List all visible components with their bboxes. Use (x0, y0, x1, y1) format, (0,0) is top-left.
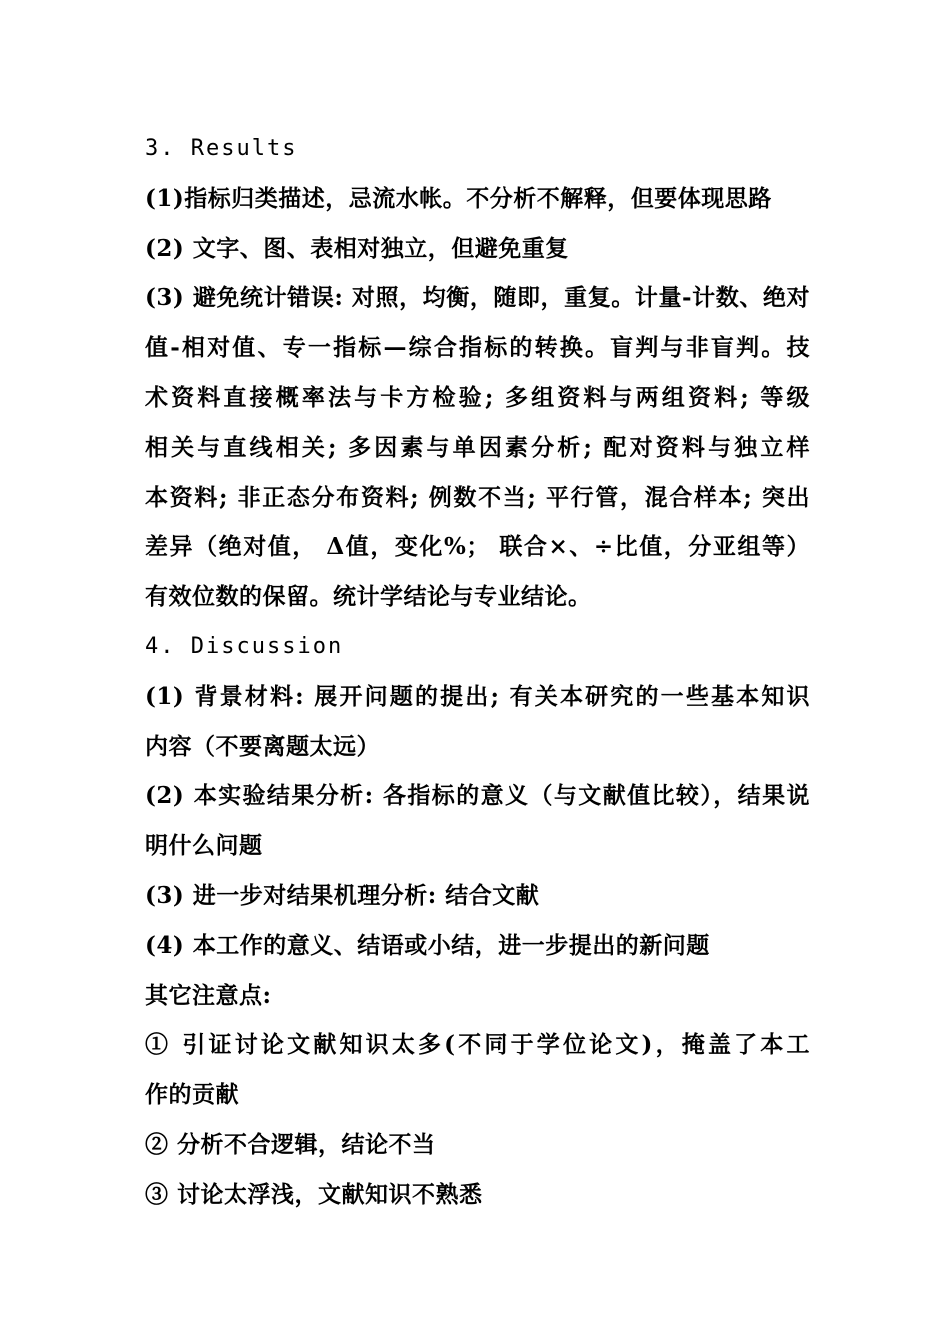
discussion-item-2-line-2: 明什么问题 (145, 832, 263, 860)
discussion-item-1-line-2: 内容（不要离题太远） (145, 732, 380, 760)
other-note-3: ③ 讨论太浮浅，文献知识不熟悉 (145, 1180, 483, 1208)
results-item-3-line-2: 值-相对值、专一指标—综合指标的转换。盲判与非盲判。技 (145, 334, 810, 362)
other-notes-heading: 其它注意点: (145, 981, 272, 1009)
other-note-1-line-1: ① 引证讨论文献知识太多(不同于学位论文)，掩盖了本工 (145, 1031, 810, 1059)
discussion-item-3: (3) 进一步对结果机理分析: 结合文献 (145, 881, 540, 909)
results-item-3-line-7: 有效位数的保留。统计学结论与专业结论。 (145, 583, 592, 611)
discussion-heading: 4. Discussion (145, 633, 344, 659)
results-item-1: (1)指标归类描述，忌流水帐。不分析不解释，但要体现思路 (145, 184, 772, 212)
other-note-2: ② 分析不合逻辑，结论不当 (145, 1130, 436, 1158)
discussion-item-1-line-1: (1) 背景材料: 展开问题的提出; 有关本研究的一些基本知识 (145, 682, 810, 710)
results-heading: 3. Results (145, 136, 298, 161)
results-item-3-line-5: 本资料; 非正态分布资料; 例数不当; 平行管，混合样本; 突出 (145, 483, 810, 511)
discussion-item-2-line-1: (2) 本实验结果分析: 各指标的意义（与文献值比较），结果说 (145, 782, 810, 810)
results-item-3-line-4: 相关与直线相关; 多因素与单因素分析; 配对资料与独立样 (145, 433, 810, 461)
results-item-3-line-6: 差异（绝对值， Δ值，变化%； 联合×、÷比值，分亚组等） (145, 533, 810, 561)
document-body (145, 124, 810, 1220)
results-item-3-line-3: 术资料直接概率法与卡方检验; 多组资料与两组资料; 等级 (145, 383, 810, 411)
other-note-1-line-2: 作的贡献 (145, 1081, 239, 1109)
results-item-3-line-1: (3) 避免统计错误: 对照，均衡，随即，重复。计量-计数、绝对 (145, 284, 810, 312)
results-item-2: (2) 文字、图、表相对独立，但避免重复 (145, 234, 569, 262)
discussion-item-4: (4) 本工作的意义、结语或小结，进一步提出的新问题 (145, 931, 710, 959)
